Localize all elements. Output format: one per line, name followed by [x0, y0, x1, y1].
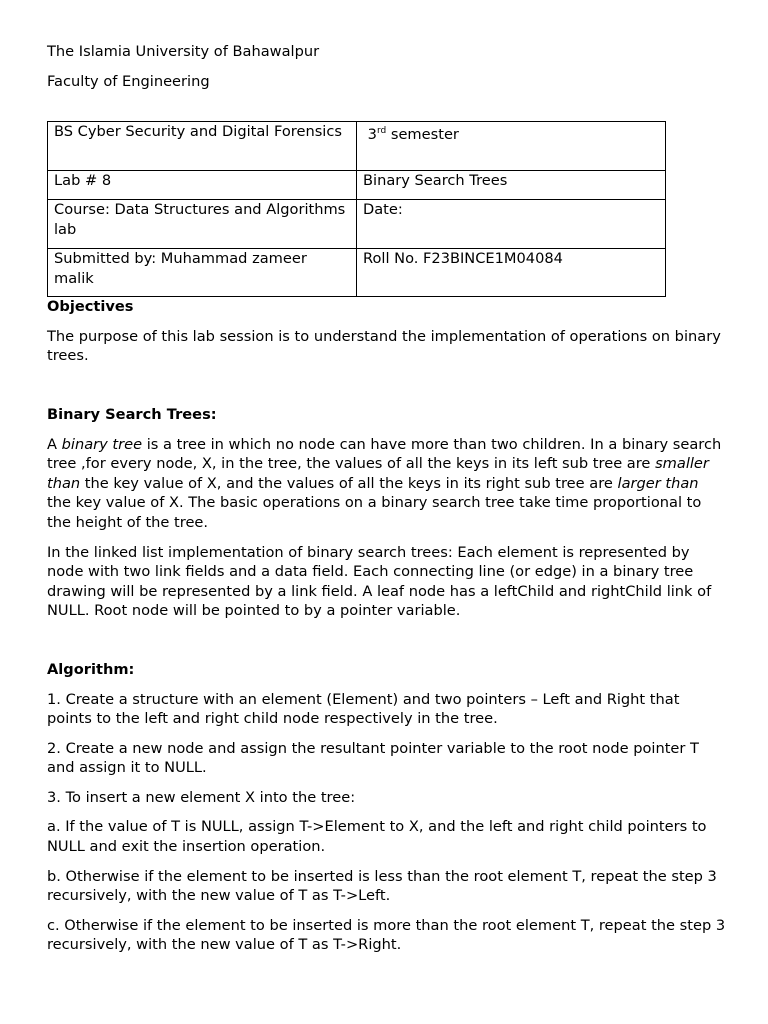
bst-paragraph-2: In the linked list implementation of binary search trees: Each element is represented by node with two link fields and a data field. Each connecting line (or edge) in a binary tree drawing will be represented by a link field. A leaf node has a leftChild and rightChild link of NULL. Root node will be pointed to by a pointer variable.: [47, 543, 712, 620]
algorithm-step: c. Otherwise if the element to be inserted is more than the root element T, repeat the step 3 recursively, with the new value of T as T->Right.: [47, 916, 726, 954]
term-smaller-than: smaller than: [47, 455, 709, 492]
roll-no-cell: Roll No. F23BINCE1M04084: [357, 249, 666, 297]
semester-suffix: rd: [376, 126, 387, 137]
bst-p1-text-c: the key value of X, and the values of all the keys in its right sub tree are: [80, 474, 618, 492]
algorithm-step: 3. To insert a new element X into the tree:: [47, 788, 356, 806]
bst-p1-text-d: the key value of X. The basic operations on a binary search tree take time proportional to the height of the tree.: [47, 494, 702, 531]
algorithm-step: b. Otherwise if the element to be inserted is less than the root element T, repeat the step 3 recursively, with the new value of T as T->Left.: [47, 867, 717, 905]
university-name: The Islamia University of Bahawalpur: [47, 43, 320, 60]
objectives-heading: Objectives: [47, 298, 134, 316]
course-cell: Course: Data Structures and Algorithms lab: [48, 200, 357, 249]
algorithm-step: 1. Create a structure with an element (Element) and two pointers – Left and Right that points to the left and right child node respectively in the tree.: [47, 690, 680, 728]
algorithm-heading: Algorithm:: [47, 660, 135, 678]
bst-p1-text-b: is a tree in which no node can have more than two children. In a binary search tree ,for every node, X, in the tree, the values of all the keys in its left sub tree are: [47, 435, 722, 473]
term-binary-tree: binary tree: [61, 435, 143, 453]
algorithm-step: a. If the value of T is NULL, assign T->Element to X, and the left and right child pointers to NULL and exit the insertion operation.: [47, 818, 707, 856]
submitted-by-cell: Submitted by: Muhammad zameer malik: [48, 249, 357, 297]
algorithm-step: 2. Create a new node and assign the resultant pointer variable to the root node pointer T and assign it to NULL.: [47, 739, 699, 777]
bst-p1-text-a: A: [47, 435, 62, 453]
table-row: [48, 122, 666, 171]
lab-title-cell: Binary Search Trees: [357, 171, 666, 200]
faculty-name: Faculty of Engineering: [47, 72, 210, 90]
objectives-text: The purpose of this lab session is to understand the implementation of operations on binary trees.: [47, 327, 721, 365]
bst-heading: Binary Search Trees:: [47, 405, 217, 423]
semester-number: 3: [367, 126, 377, 144]
semester-cell: [357, 122, 666, 171]
document-page: [47, 42, 727, 955]
lab-number-cell: Lab # 8: [48, 171, 357, 200]
program-cell: BS Cyber Security and Digital Forensics: [48, 122, 357, 171]
bst-paragraph-1: [47, 435, 727, 533]
date-cell: Date:: [357, 200, 666, 249]
table-row: [48, 249, 666, 297]
table-row: [48, 200, 666, 249]
term-larger-than: larger than: [617, 474, 699, 492]
table-row: [48, 171, 666, 200]
semester-word: semester: [390, 126, 459, 144]
lab-info-table: [47, 121, 666, 297]
